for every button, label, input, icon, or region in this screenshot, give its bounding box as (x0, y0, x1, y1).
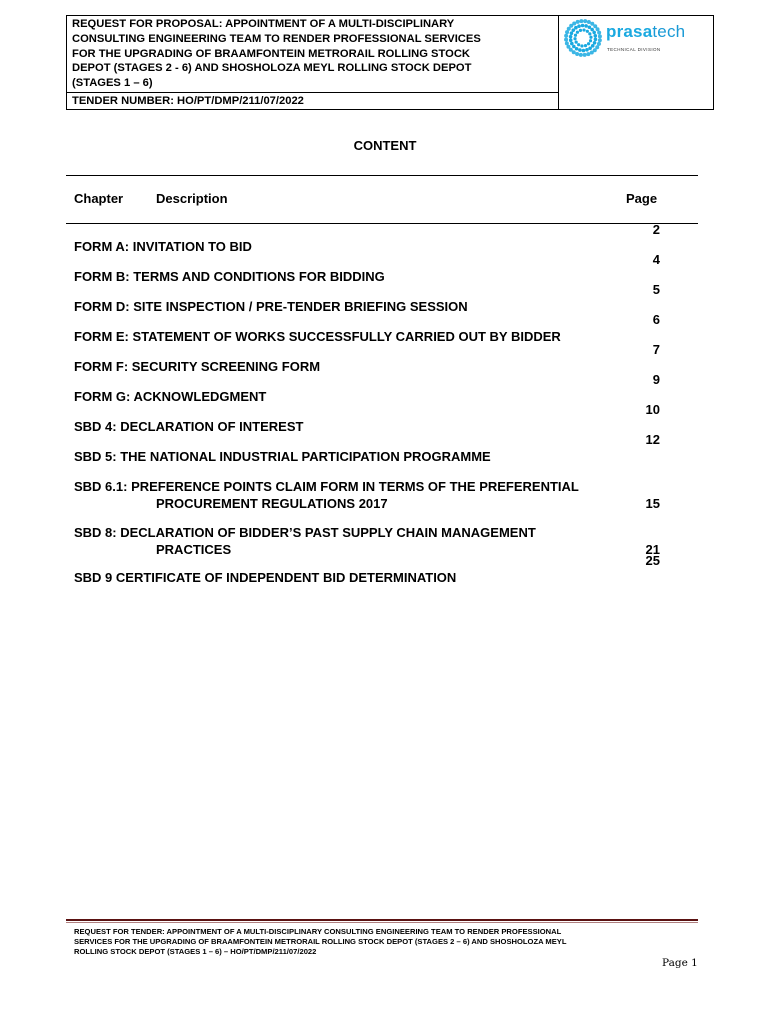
toc-line: FORM D: SITE INSPECTION / PRE-TENDER BRIEFING SESSION (74, 299, 468, 314)
toc-line-continued: PRACTICES (156, 542, 232, 557)
toc-line: FORM E: STATEMENT OF WORKS SUCCESSFULLY CARRIED OUT BY BIDDER (74, 329, 561, 344)
prasa-tech-logo (559, 16, 714, 109)
header-title (67, 16, 559, 93)
footer-line: REQUEST FOR TENDER: APPOINTMENT OF A MULTI-DISCIPLINARY CONSULTING ENGINEERING TEAM TO RENDER PROFESSIONAL (74, 927, 562, 936)
toc-entry-title (74, 569, 634, 586)
column-chapter: Chapter (74, 191, 124, 206)
toc-entry-title (74, 328, 634, 345)
toc-entry-page: 5 (652, 282, 660, 297)
toc-entry-title (74, 524, 634, 558)
toc-line: SBD 9 CERTIFICATE OF INDEPENDENT BID DETERMINATION (74, 570, 457, 585)
toc-entry[interactable] (74, 478, 660, 512)
toc-entry-title (74, 358, 634, 375)
footer-rule (66, 919, 698, 921)
column-page: Page (626, 191, 658, 206)
toc-line: FORM B: TERMS AND CONDITIONS FOR BIDDING (74, 269, 385, 284)
toc-entry-page: 10 (645, 402, 660, 417)
logo-subtitle: TECHNICAL DIVISION (607, 47, 661, 52)
toc-line-continued: PROCUREMENT REGULATIONS 2017 (156, 496, 388, 511)
toc-entry-page: 6 (652, 312, 660, 327)
toc-entry-page: 9 (652, 372, 660, 387)
document-header (66, 15, 714, 110)
toc-entry-page: 12 (645, 432, 660, 447)
header-title-line: REQUEST FOR PROPOSAL: APPOINTMENT OF A MULTI-DISCIPLINARY (72, 18, 455, 30)
toc-entry-page: 21 (645, 542, 660, 557)
toc-entry-page: 7 (652, 342, 660, 357)
toc-line: SBD 5: THE NATIONAL INDUSTRIAL PARTICIPATION PROGRAMME (74, 449, 491, 464)
toc-line: SBD 6.1: PREFERENCE POINTS CLAIM FORM IN TERMS OF THE PREFERENTIAL (74, 479, 579, 494)
toc-line: FORM G: ACKNOWLEDGMENT (74, 389, 267, 404)
toc-entry-page: 15 (645, 496, 660, 511)
toc-entry-title (74, 268, 634, 285)
header-title-line: CONSULTING ENGINEERING TEAM TO RENDER PROFESSIONAL SERVICES (72, 32, 481, 45)
footer-rule-thin (66, 922, 698, 923)
toc-entry[interactable] (74, 524, 660, 558)
footer-line: SERVICES FOR THE UPGRADING OF BRAAMFONTEIN METRORAIL ROLLING STOCK DEPOT (STAGES 2 – 6) AND SHOSHOLOZA MEYL (74, 937, 567, 946)
toc-entry-page: 25 (645, 553, 660, 568)
logo-wordmark (606, 22, 685, 42)
toc-line: SBD 4: DECLARATION OF INTEREST (74, 419, 304, 434)
toc-line: FORM F: SECURITY SCREENING FORM (74, 359, 321, 374)
logo-name-light: tech (652, 22, 686, 41)
footer-line: ROLLING STOCK DEPOT (STAGES 1 – 6) – HO/PT/DMP/211/07/2022 (74, 947, 317, 956)
header-title-line: (STAGES 1 – 6) (72, 77, 153, 90)
toc-entry-title (74, 448, 634, 465)
toc-line: SBD 8: DECLARATION OF BIDDER’S PAST SUPPLY CHAIN MANAGEMENT (74, 525, 536, 540)
toc-entry-title (74, 478, 634, 512)
table-header-rule (66, 223, 698, 224)
logo-name-bold: prasa (606, 22, 653, 41)
page-number: Page 1 (662, 957, 698, 969)
footer-text (74, 927, 674, 957)
header-title-line: DEPOT (STAGES 2 - 6) AND SHOSHOLOZA MEYL ROLLING STOCK DEPOT (72, 62, 472, 75)
column-description: Description (156, 191, 228, 206)
toc-entry-title (74, 418, 634, 435)
sunburst-logo-icon (563, 18, 603, 58)
toc-line: FORM A: INVITATION TO BID (74, 239, 252, 254)
content-heading: CONTENT (353, 138, 417, 153)
header-title-line: FOR THE UPGRADING OF BRAAMFONTEIN METRORAIL ROLLING STOCK (72, 47, 470, 60)
toc-entry-title (74, 238, 634, 255)
table-top-rule (66, 175, 698, 176)
tender-number: TENDER NUMBER: HO/PT/DMP/211/07/2022 (67, 93, 559, 110)
toc-entry-page: 4 (652, 252, 660, 267)
toc-entry-page: 2 (652, 222, 660, 237)
toc-entry-title (74, 298, 634, 315)
toc-entry-title (74, 388, 634, 405)
